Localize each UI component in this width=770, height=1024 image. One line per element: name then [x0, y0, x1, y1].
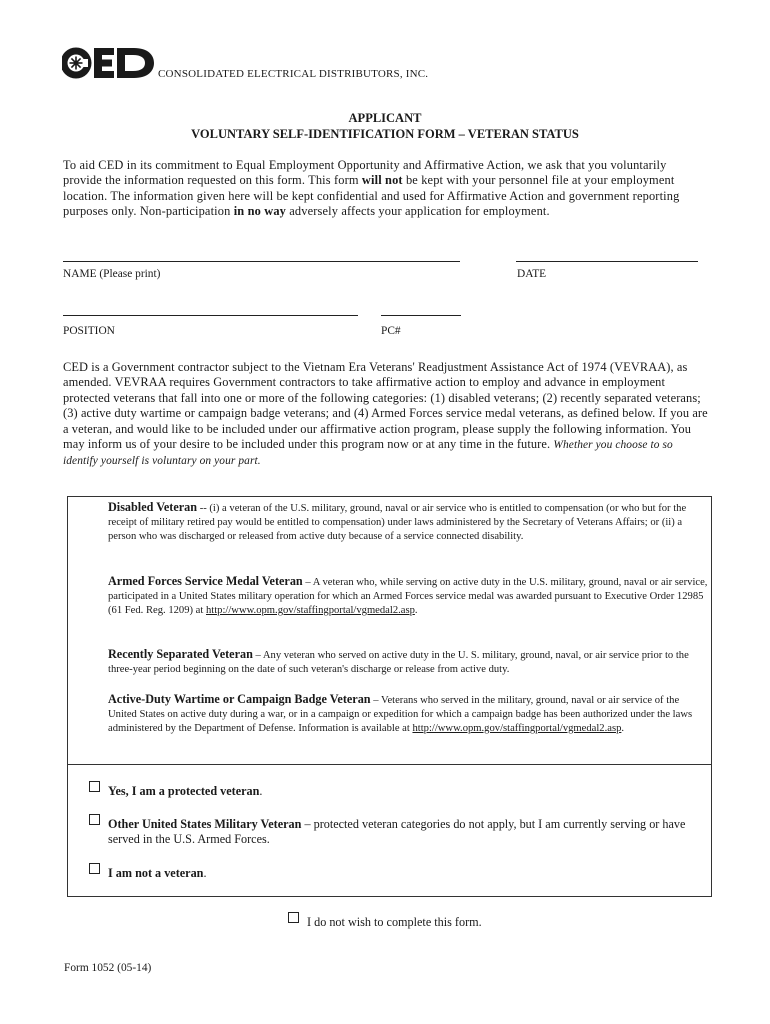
def-disabled-veteran: Disabled Veteran -- (i) a veteran of the U.S. military, ground, naval or air service who is entitled to compensation (or who but for the receipt of military retired pay would be entitled to compensation) under laws administered by the Secretary of Veterans Affairs; or (ii) a person who was discharged or released from active duty because of a service connected disability. — [108, 500, 687, 542]
vevraa-paragraph: CED is a Government contractor subject to the Vietnam Era Veterans' Readjustment Assistance Act of 1974 (VEVRAA), as amended. VEVRAA requires Government contractors to take affirmative action to employ and advance in employment protected veterans that fall into one or more of the following categories: (1) disabled veterans; (2) recently separated veterans; (3) active duty wartime or campaign badge veterans; and (4) Armed Forces service medal veterans, as defined below. If you are a veteran, and would like to be included under our affirmative action program, please supply the following information. You may inform us of your desire to be included under this program now or at any time in the future. Whether you choose to so identify yourself is voluntary on your part. — [63, 360, 708, 468]
date-line[interactable] — [516, 261, 698, 262]
box-divider — [67, 764, 712, 765]
checkbox-not-veteran[interactable] — [89, 863, 100, 874]
position-line[interactable] — [63, 315, 358, 316]
form-number: Form 1052 (05-14) — [64, 962, 152, 974]
checkbox-other-military-veteran[interactable] — [89, 814, 100, 825]
form-title-applicant: APPLICANT — [348, 111, 422, 125]
opm-link-1[interactable]: http://www.opm.gov/staffingportal/vgmedal2.asp — [205, 605, 415, 616]
def-armed-forces-medal-veteran: Armed Forces Service Medal Veteran – A veteran who, while serving on active duty in the U.S. military, ground, naval or air service, participated in a United States military operation for which an Armed Forces service medal was awarded pursuant to Executive Order 12985 (61 Fed. Reg. 1209) at http://www.opm.gov/staffingportal/vgmedal2.asp. — [108, 574, 708, 616]
checkbox-protected-veteran[interactable] — [89, 781, 100, 792]
option-protected-veteran: Yes, I am a protected veteran. — [108, 784, 263, 798]
opm-link-2[interactable]: http://www.opm.gov/staffingportal/vgmedal2.asp — [412, 723, 622, 734]
name-label: NAME (Please print) — [63, 268, 161, 280]
def-wartime-campaign-veteran: Active-Duty Wartime or Campaign Badge Veteran – Veterans who served in the military, ground, naval or air service of the United States on active duty during a war, or in a campaign or expedition for which a campaign badge has been authorized under the laws administered by the Department of Defense. Information is available at http://www.opm.gov/staffingportal/vgmedal2.asp. — [108, 692, 693, 734]
ced-logo — [62, 46, 156, 80]
intro-paragraph: To aid CED in its commitment to Equal Employment Opportunity and Affirmative Action, we ask that you voluntarily provide the information requested on this form. This form will not be kept with your personnel file at your employment location. The information given here will be kept confidential and used for Affirmative Action and government reporting purposes only. Non-participation in no way adversely affects your application for employment. — [63, 158, 680, 219]
option-other-military-veteran: Other United States Military Veteran – protected veteran categories do not apply, but I am currently serving or have served in the U.S. Armed Forces. — [108, 817, 686, 847]
def-recently-separated-veteran: Recently Separated Veteran – Any veteran who served on active duty in the U. S. military, ground, naval, or air service prior to the three-year period beginning on the date of such veteran's discharge or release from active duty. — [108, 647, 689, 675]
form-title: VOLUNTARY SELF-IDENTIFICATION FORM – VETERAN STATUS — [191, 127, 579, 141]
option-decline: I do not wish to complete this form. — [307, 915, 482, 929]
date-label: DATE — [517, 268, 547, 280]
pc-label: PC# — [381, 325, 401, 337]
company-name: CONSOLIDATED ELECTRICAL DISTRIBUTORS, INC. — [158, 68, 429, 80]
position-label: POSITION — [63, 325, 115, 337]
pc-line[interactable] — [381, 315, 461, 316]
option-not-veteran: I am not a veteran. — [108, 866, 207, 880]
checkbox-decline[interactable] — [288, 912, 299, 923]
name-line[interactable] — [63, 261, 460, 262]
